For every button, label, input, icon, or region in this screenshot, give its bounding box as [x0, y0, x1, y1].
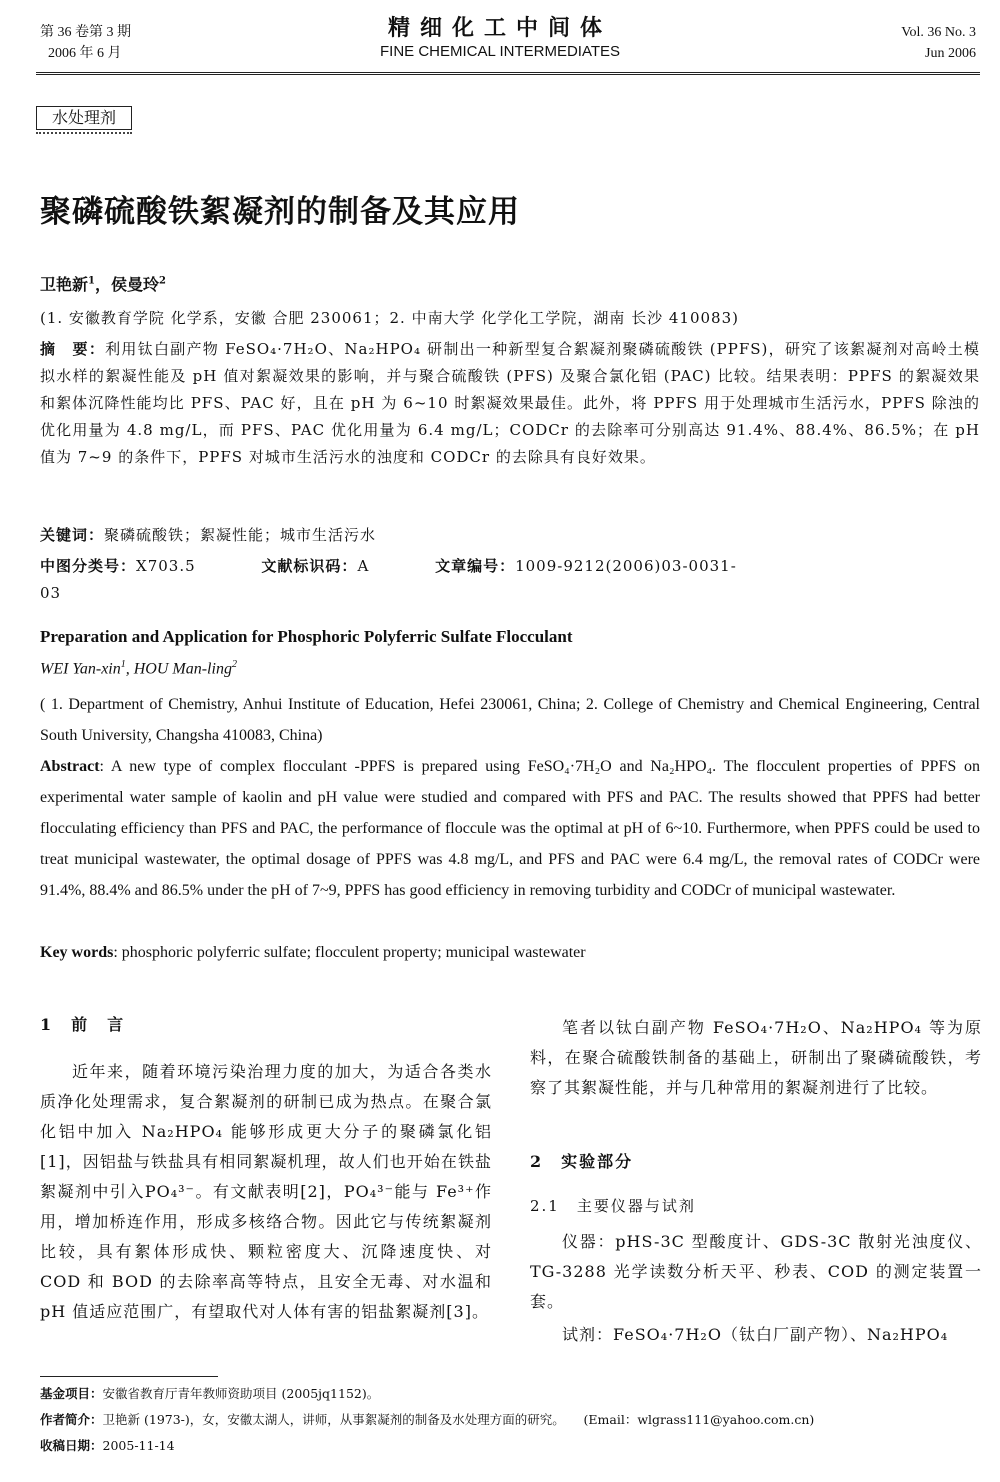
abstract-text-en: : A new type of complex flocculant -PPFS is prepared using FeSO₄·7H₂O and Na₂HPO₄. The flocculent properties of PPFS on experimental water sample of kaolin and pH value were studied and compared with PFS and PAC. The results showed that PPFS had better flocculating efficiency than PFS and PAC, the performance of floccule was the optimal at pH of 6~10. Furthermore, when PPFS could be used to treat municipal wastewater, the optimal dosage of PPFS was 4.8 mg/L, and PFS and PAC were 6.4 mg/L, the removal rates of CODCr were 91.4%, 88.4% and 86.5% under the pH of 7~9, PPFS has good efficiency in removing turbidity and CODCr of municipal wastewater.	[40, 758, 980, 899]
affiliation-marker: 1	[88, 275, 95, 287]
journal-masthead	[300, 14, 700, 62]
journal-title-cn: 精细化工中间体	[387, 15, 612, 41]
article-title-cn: 聚磷硫酸铁絮凝剂的制备及其应用	[40, 194, 520, 230]
footnote-author-bio: 作者简介：卫艳新 (1973-)，女，安徽太湖人，讲师，从事絮凝剂的制备及水处理方面的研究。 (Email：wlgrass111@yahoo.com.cn)	[40, 1412, 815, 1427]
keywords-label: 关键词：	[40, 526, 105, 544]
issue-date-en: Jun 2006	[925, 46, 976, 61]
abstract-label-en: Abstract	[40, 758, 100, 775]
author-separator: ，	[94, 275, 111, 294]
body-paragraph: 仪器：pHS-3C 型酸度计、GDS-3C 散射光浊度仪、TG-3288 光学读数分析天平、秒表、COD 的测定装置一套。	[530, 1232, 982, 1311]
body-paragraph: 试剂：FeSO₄·7H₂O（钛白厂副产物）、Na₂HPO₄	[562, 1325, 949, 1344]
keywords-en	[40, 937, 586, 968]
affiliation-marker: 2	[231, 659, 237, 670]
article-number: 文章编号：1009-9212(2006)03-0031-03	[40, 557, 737, 602]
classification-row	[40, 553, 800, 607]
affiliation-cn: (1. 安徽教育学院 化学系，安徽 合肥 230061；2. 中南大学 化学化工学院，湖南 长沙 410083)	[40, 309, 739, 327]
footnote-funding: 基金项目：安徽省教育厅青年教师资助项目 (2005jq1152)。	[40, 1386, 380, 1401]
keywords-label-en: Key words	[40, 944, 114, 961]
document-code: 文献标识码：A	[261, 557, 370, 575]
section-heading: 1 前 言	[40, 1015, 126, 1034]
body-paragraph: 近年来，随着环境污染治理力度的加大，为适合各类水质净化处理需求，复合絮凝剂的研制已成为热点。在聚合氯化铝中加入 Na₂HPO₄ 能够形成更大分子的聚磷氯化铝[1]，因铝盐与铁盐具有相同絮凝机理，故人们也开始在铁盐絮凝剂中引入PO₄³⁻。有文献表明[2]，PO₄³⁻能与 Fe³⁺作用，增加桥连作用，形成多核络合物。因此它与传统絮凝剂比较，具有絮体形成快、颗粒密度大、沉降速度快、对 COD 和 BOD 的去除率高等特点，且安全无毒、对水温和 pH 值适应范围广，有望取代对人体有害的铝盐絮凝剂[3]。	[40, 1062, 492, 1321]
author-separator: ,	[125, 660, 134, 678]
author-name-en: WEI Yan-xin	[40, 660, 121, 678]
issue-info-en	[901, 22, 976, 64]
author-name: 卫艳新	[40, 275, 89, 294]
authors-en	[40, 659, 237, 678]
keywords-cn	[40, 522, 376, 549]
abstract-cn	[40, 336, 980, 471]
affiliation-en: ( 1. Department of Chemistry, Anhui Institute of Education, Hefei 230061, China; 2. College of Chemistry and Chemical Engineering, Central South University, Changsha 410083, China)	[40, 696, 980, 744]
abstract-label: 摘 要：	[40, 340, 106, 358]
abstract-en	[40, 751, 980, 906]
affiliation-marker: 1	[120, 659, 126, 670]
keywords-text-en: : phosphoric polyferric sulfate; flocculent property; municipal wastewater	[113, 944, 586, 961]
author-name-en: HOU Man-ling	[133, 660, 232, 678]
footnote-rule	[40, 1376, 218, 1377]
header-rule	[36, 72, 980, 75]
volume-issue: 第 36 卷第 3 期	[40, 25, 131, 40]
authors-cn	[40, 272, 166, 295]
article-title-en: Preparation and Application for Phosphoric Polyferric Sulfate Flocculant	[40, 627, 573, 646]
affiliation-marker: 2	[159, 275, 166, 287]
subsection-heading: 2.1 主要仪器与试剂	[530, 1197, 696, 1215]
abstract-text: 利用钛白副产物 FeSO₄·7H₂O、Na₂HPO₄ 研制出一种新型复合絮凝剂聚磷硫酸铁 (PPFS)，研究了该絮凝剂对高岭土模拟水样的絮凝性能及 pH 值对絮凝效果的影响，并与聚合硫酸铁 (PFS) 及聚合氯化铝 (PAC) 比较。结果表明：PPFS 的絮凝效果和絮体沉降性能均比 PFS、PAC 好，且在 pH 为 6~10 时絮凝效果最佳。此外，将 PPFS 用于处理城市生活污水，PPFS 除浊的优化用量为 4.8 mg/L，而 PFS、PAC 优化用量为 6.4 mg/L；CODCr 的去除率可分别高达 91.4%、88.4%、86.5%；在 pH 值为 7~9 的条件下，PPFS 对城市生活污水的浊度和 CODCr 的去除具有良好效果。	[40, 340, 980, 466]
clc-number: 中图分类号：X703.5	[40, 557, 196, 575]
volume-issue-en: Vol. 36 No. 3	[901, 25, 976, 40]
author-name: 侯曼玲	[111, 275, 160, 294]
keywords-text: 聚磷硫酸铁；絮凝性能；城市生活污水	[104, 526, 377, 544]
footnote-received-date: 收稿日期：2005-11-14	[40, 1438, 175, 1453]
section-heading: 2 实验部分	[530, 1152, 634, 1171]
journal-title-en: FINE CHEMICAL INTERMEDIATES	[379, 43, 621, 60]
section-tag: 水处理剂	[36, 106, 132, 130]
body-paragraph: 笔者以钛白副产物 FeSO₄·7H₂O、Na₂HPO₄ 等为原料，在聚合硫酸铁制备的基础上，研制出了聚磷硫酸铁，考察了其絮凝性能，并与几种常用的絮凝剂进行了比较。	[530, 1018, 982, 1097]
issue-date: 2006 年 6 月	[48, 46, 122, 61]
issue-info	[40, 22, 131, 64]
